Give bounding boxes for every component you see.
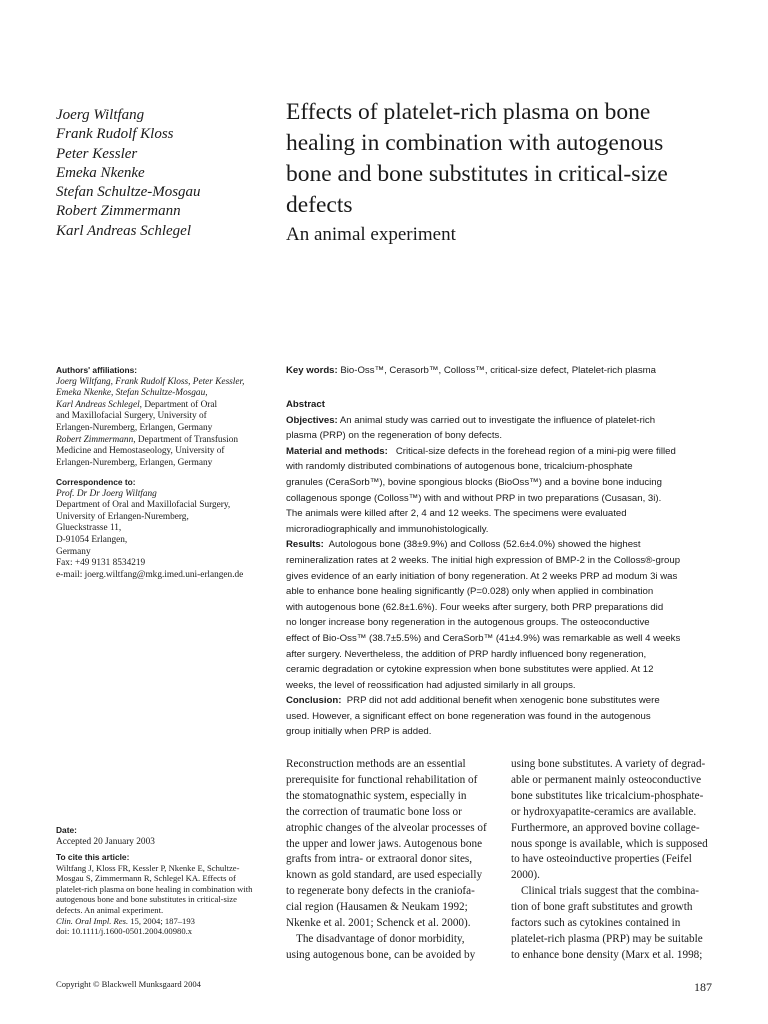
abstract-text: The animals were killed after 2, 4 and 12 weeks. The specimens were evaluated [286,508,627,520]
cite-line: platelet-rich plasma on bone healing in combination with [56,883,253,894]
correspondence-block [56,477,266,581]
abstract-text: Critical-size defects in the forehead region of a mini-pig were filled [387,445,676,457]
abstract-line [286,491,746,507]
body-text-line: the correction of traumatic bone loss or [286,805,462,818]
cite-line: defects. An animal experiment. [56,904,164,915]
correspondence-line: University of Erlangen-Nuremberg, [56,511,189,522]
body-column-right [511,757,721,964]
abstract-line [286,459,746,475]
abstract-line [286,600,746,616]
body-text-line: Reconstruction methods are an essential [286,758,466,770]
abstract-text: group initially when PRP is added. [286,726,432,738]
correspondence-heading: Correspondence to: [56,477,136,487]
affiliation-line-rest: , Department of Oral [139,399,218,410]
title-line: Effects of platelet-rich plasma on bone [286,99,651,125]
title-line: bone and bone substitutes in critical-size [286,161,668,187]
correspondence-line: Germany [56,546,91,557]
abstract-line [286,506,746,522]
cite-journal: Clin. Oral Impl. Res. [56,915,129,926]
abstract-line [286,662,746,678]
abstract-section-label: Conclusion: [286,695,342,707]
body-text-line: nous sponge is available, which is supposed [511,837,708,850]
body-text-line: to enhance bone density (Marx et al. 1998; [511,948,703,961]
body-text-line: tion of bone graft substitutes and growth [511,901,693,914]
correspondence-email[interactable]: e-mail: joerg.wiltfang@mkg.imed.uni-erlangen.de [56,569,244,580]
abstract-line [286,553,746,569]
date-block [56,825,266,848]
author-name: Frank Rudolf Kloss [56,126,174,143]
correspondence-name: Prof. Dr Dr Joerg Wiltfang [56,488,157,499]
affiliation-line: Robert Zimmermann [56,434,134,445]
abstract-text: An animal study was carried out to investigate the influence of platelet-rich [337,414,656,426]
affiliations-heading: Authors' affiliations: [56,365,138,375]
author-name: Joerg Wiltfang [56,107,145,123]
title-line: defects [286,192,353,218]
body-text-line: able or permanent mainly osteoconductive [511,773,702,786]
abstract-line [286,678,746,694]
abstract-line [286,709,746,725]
correspondence-fax: Fax: +49 9131 8534219 [56,558,146,569]
body-text-line: Clinical trials suggest that the combina- [521,885,700,898]
affiliation-line: Joerg Wiltfang, Frank Rudolf Kloss, Peter Kessler, [56,376,245,387]
abstract-line [286,569,746,585]
correspondence-line: Department of Oral and Maxillofacial Surgery, [56,500,231,511]
body-text-line: prerequisite for functional rehabilitation of [286,773,478,786]
abstract-text: Autologous bone (38±9.9%) and Colloss (52.6±4.0%) showed the highest [323,539,641,551]
abstract-lines [286,413,746,740]
body-text-line: the upper and lower jaws. Autogenous bone [286,837,483,850]
body-text-line: atrophic changes of the alveolar processes of [286,821,487,834]
keywords-text: Bio-Oss™, Cerasorb™, Colloss™, critical-size defect, Platelet-rich plasma [340,365,657,376]
body-text-line: using autogenous bone, can be avoided by [286,948,476,961]
abstract-section-label: Material and methods: [286,445,388,457]
body-text-line: 2000). [511,869,540,882]
affiliation-line: Karl Andreas Schlegel [56,399,140,410]
body-text-line: Nkenke et al. 2001; Schenck et al. 2000). [286,917,471,930]
abstract-text: no longer increase bony regeneration in the autogenous groups. The osteoconductive [286,617,650,629]
body-text-line: grafts from intra- or extraoral donor sites, [286,853,473,866]
abstract-section-label: Results: [286,539,324,551]
abstract-text: gives evidence of an early initiation of bony regeneration. At 2 weeks PRP ad modum 3i was [286,570,678,582]
copyright: Copyright © Blackwell Munksgaard 2004 [56,979,201,989]
abstract-text: with randomly distributed combinations of autogenous bone, tricalcium-phosphate [286,461,633,473]
body-text-line: platelet-rich plasma (PRP) may be suitable [511,932,703,945]
affiliations-block [56,365,266,469]
abstract-text: used. However, a significant effect on bone regeneration was found in the autogenous [286,710,651,722]
cite-block [56,852,266,937]
abstract-section-label: Objectives: [286,414,338,426]
body-text-line: the stomatognathic system, especially in [286,789,467,802]
author-name: Karl Andreas Schlegel [56,222,191,239]
body-text-line: cial region (Hausamen & Neukam 1992; [286,901,468,914]
body-text-line: using bone substitutes. A variety of degrad- [511,758,706,770]
cite-doi[interactable]: doi: 10.1111/j.1600-0501.2004.00980.x [56,926,193,937]
affiliation-line-rest: , Department of Transfusion [133,434,239,445]
abstract-line [286,522,746,538]
abstract-text: effect of Bio-Oss™ (38.7±5.5%) and CeraSorb™ (41±4.9%) was remarkable as well 4 weeks [286,632,681,644]
page-number: 187 [694,980,712,994]
correspondence-line: D-91054 Erlangen, [56,534,128,545]
cite-line: Mosgau S, Zimmermann R, Schlegel KA. Effects of [56,873,236,884]
article-title [286,97,746,221]
cite-journal-rest: 15, 2004; 187–193 [128,915,195,926]
cite-heading: To cite this article: [56,852,130,862]
abstract-text: ceramic degradation or cytokine expression when bone substitutes were applied. At 12 [286,664,654,676]
author-name: Peter Kessler [56,145,138,162]
abstract-text: remineralization rates at 2 weeks. The initial high expression of BMP-2 in the Colloss®-group [286,554,681,566]
abstract-line [286,444,746,460]
body-text-line: or hydroxyapatite-ceramics are available. [511,805,697,818]
date-text: Accepted 20 January 2003 [56,836,155,847]
abstract-line [286,413,746,429]
affiliation-line: Medicine and Hemostaseology, University of [56,446,225,457]
abstract-line [286,475,746,491]
affiliation-line: Emeka Nkenke, Stefan Schultze-Mosgau, [56,388,208,399]
body-text-line: to regenerate bony defects in the craniofa- [286,885,475,898]
body-text-line: The disadvantage of donor morbidity, [296,932,465,945]
affiliation-line: Erlangen-Nuremberg, Erlangen, Germany [56,457,213,468]
abstract-line [286,631,746,647]
abstract-text: plasma (PRP) on the regeneration of bony defects. [286,430,502,442]
keywords-label: Key words: [286,365,338,376]
abstract-line [286,724,746,740]
body-text-line: factors such as cytokines contained in [511,917,681,930]
abstract-text: collagenous sponge (Colloss™) with and without PRP in two preparations (Cusasan, 3i). [286,492,662,504]
body-text-line: to have osteoinductive properties (Feifel [511,853,692,866]
body-text-line: Furthermore, an approved bovine collage- [511,821,700,834]
cite-line: autogenous bone and bone substitutes in critical-size [56,894,237,905]
article-subtitle: An animal experiment [286,224,456,245]
abstract-text: able to enhance bone healing significantly (P=0.028) only when applied in combination [286,586,654,598]
abstract-line [286,693,746,709]
cite-line: Wiltfang J, Kloss FR, Kessler P, Nkenke E, Schultze- [56,862,240,873]
abstract-text: with autogenous bone (62.8±1.6%). Four weeks after surgery, both PRP preparations did [286,601,664,613]
abstract-text: granules (CeraSorb™), bovine spongious blocks (BioOss™) and a bovine bone inducing [286,476,662,488]
author-name: Emeka Nkenke [56,164,145,181]
abstract-block [286,397,746,740]
keywords [286,365,746,376]
correspondence-line: Glueckstrasse 11, [56,523,122,534]
abstract-text: after surgery. Nevertheless, the addition of PRP hardly influenced bony regeneration, [286,648,647,660]
abstract-line [286,615,746,631]
body-column-left [286,757,496,964]
abstract-text: microradiographically and immunohistologically. [286,523,489,535]
abstract-line [286,647,746,663]
abstract-heading: Abstract [286,399,325,410]
abstract-text: PRP did not add additional benefit when xenogenic bone substitutes were [341,695,660,707]
abstract-line [286,584,746,600]
abstract-line [286,537,746,553]
affiliation-line: Erlangen-Nuremberg, Erlangen, Germany [56,422,213,433]
body-text-line: known as gold standard, are used especially [286,869,483,882]
date-heading: Date: [56,825,77,835]
abstract-line [286,428,746,444]
affiliation-line: and Maxillofacial Surgery, University of [56,411,207,422]
author-name: Stefan Schultze-Mosgau [56,184,201,201]
abstract-text: weeks, the level of reossification had adjusted similarly in all groups. [286,679,576,691]
body-text-line: bone substitutes like tricalcium-phosphate- [511,789,704,802]
author-name: Robert Zimmermann [56,203,181,220]
title-line: healing in combination with autogenous [286,130,664,156]
author-list [56,106,266,241]
